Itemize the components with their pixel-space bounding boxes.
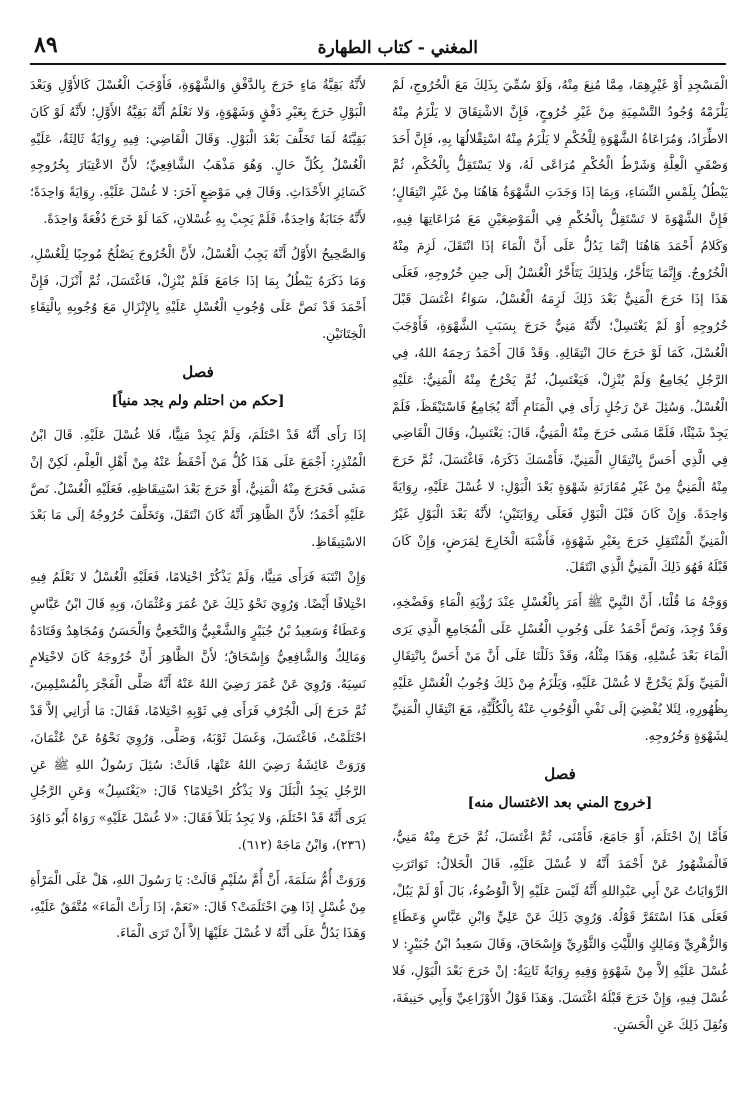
left-column xyxy=(30,72,366,947)
page-number: ٨٩ xyxy=(34,32,58,58)
section-subheading: [خروج المني بعد الاغتسال منه] xyxy=(467,794,653,811)
paragraph: لأَنَّهُ بَقِيَّةُ مَاءٍ خَرَجَ بِالدَّفْقِ وَالشَّهْوَةِ، فَأَوْجَبَ الْغُسْلَ كَالأَوَّلِ وَبَعْدَ الْبَوْلِ خَرَجَ بِغَيْرِ دَفْقٍ وَشَهْوَةٍ، وَلا نَعْلَمُ أَنَّهُ بَقِيَّةُ الأَوَّلِ؛ لأَنَّهُ لَوْ كَانَ بَقِيَّتَهُ لَمَا تَخَلَّفَ بَعْدَ الْبَوْلِ. وَقَالَ الْقَاضِي: فِيهِ رِوَايَةٌ ثَالِثَةٌ، عَلَيْهِ الْغُسْلُ بِكُلِّ حَالٍ. وَهُوَ مَذْهَبُ الشَّافِعِيِّ؛ لأَنَّ الاعْتِبَارَ بِخُرُوجِهِ كَسَائِرِ الأَحْدَاثِ. وَقَالَ فِي مَوْضِعٍ آخَرَ: لا غُسْلَ عَلَيْهِ. رِوَايَةً وَاحِدَةً؛ لأَنَّهُ جَنَابَةٌ وَاحِدَةٌ، فَلَمْ يَجِبْ بِهِ غُسْلانِ، كَمَا لَوْ خَرَجَ دُفْعَةً وَاحِدَةً. xyxy=(30,77,366,226)
section-heading: فصل xyxy=(182,362,214,381)
paragraph: وَوَجْهُ مَا قُلْنَا، أَنَّ النَّبِيَّ ﷺ أَمَرَ بِالْغُسْلِ عِنْدَ رُؤْيَةِ الْمَاءِ وَفَضْخِهِ، وَقَدْ وُجِدَ، وَنَصَّ أَحْمَدُ عَلَى وُجُوبِ الْغُسْلِ عَلَى الْمُجَامِعِ الَّذِي يَرَى الْمَاءَ بَعْدَ غُسْلِهِ، وَهَذَا مِثْلُهُ، وَقَدْ دَلَلْنَا عَلَى أَنَّ مَنْ أَحَسَّ بِانْتِقَالِ الْمَنِيِّ وَلَمْ يَخْرُجْ لا غُسْلَ عَلَيْهِ، وَيَلْزَمُ مِنْ ذَلِكَ وُجُوبُ الْغُسْلِ عَلَيْهِ بِظُهُورِهِ، لِئَلا يُفْضِيَ إلَى نَفْيِ الْوُجُوبِ عَنْهُ بِالْكُلِّيَّةِ، مَعَ انْتِقَالِ الْمَنِيِّ لِشَهْوَةٍ وَخُرُوجِهِ. xyxy=(392,594,728,744)
paragraph: فَأَمَّا إنْ احْتَلَمَ، أَوْ جَامَعَ، فَأَمْنَى، ثُمَّ اغْتَسَلَ، ثُمَّ خَرَجَ مِنْهُ مَنِيٌّ، فَالْمَشْهُورُ عَنْ أَحْمَدَ أَنَّهُ لا غُسْلَ عَلَيْهِ، قَالَ الْخَلالُ: تَوَاتَرَتِ الرِّوَايَاتُ عَنْ أَبِي عَبْدِاللهِ أَنَّهُ لَيْسَ عَلَيْهِ إلاَّ الْوُضُوءُ، بَالَ أَوْ لَمْ يَبُلْ، فَعَلَى هَذَا اسْتَقَرَّ قَوْلُهُ. وَرُوِيَ ذَلِكَ عَنْ عَلِيٍّ وَابْنِ عَبَّاسٍ وَعَطَاءٍ وَالزُّهْرِيِّ وَمَالِكٍ وَاللَّيْثِ وَالثَّوْرِيِّ وَإِسْحَاقَ، وَقَالَ سَعِيدُ ابْنُ جُبَيْرٍ: لا غُسْلَ عَلَيْهِ إلاَّ مِنْ شَهْوَةٍ وَفِيهِ رِوَايَةٌ ثَانِيَةٌ: إنْ خَرَجَ بَعْدَ الْبَوْلِ، فَلا غُسْلَ فِيهِ، وَإِنْ خَرَجَ قَبْلَهُ اغْتَسَلَ. وَهَذَا قَوْلُ الأَوْزَاعِيِّ وَأَبِي حَنِيفَةَ، وَنُقِلَ ذَلِكَ عَنِ الْحَسَنِ. xyxy=(392,828,728,1032)
page-header xyxy=(30,28,726,64)
paragraph: الْمَسْجِدِ أَوْ غَيْرِهِمَا، مِمَّا مُنِعَ مِنْهُ، وَلَوْ سُمِّيَ بِذَلِكَ مَعَ الْخُرُوجِ، لَمْ يَلْزَمْهُ وُجُودُ التَّسْمِيَةِ مِنْ غَيْرِ خُرُوجٍ، فَإِنَّ الاشْتِقَاقَ لا يَلْزَمُ مِنْهُ الاطِّرَادُ، وَمُرَاعَاةُ الشَّهْوَةِ لِلْحُكْمِ لا يَلْزَمُ مِنْهُ اسْتِقْلالُهَا بِهِ، فَإِنَّ أَحَدَ وَصْفَيِ الْعِلَّةِ وَشَرْطُ الْحُكْمِ مُرَاعًى لَهُ، وَلا يَسْتَقِلُّ بِالْحُكْمِ، ثُمَّ يَبْطُلُ بِلَمْسِ النِّسَاءِ، وَبِمَا إذَا وَجَدَتِ الشَّهْوَةُ هَاهُنَا مِنْ غَيْرِ انْتِقَالٍ؛ فَإِنَّ الشَّهْوَةَ لا تَسْتَقِلُّ بِالْحُكْمِ فِي الْمَوْضِعَيْنِ مَعَ مُرَاعَاتِهَا فِيهِ، وَكَلامُ أَحْمَدَ هَاهُنَا إنَّمَا يَدُلُّ عَلَى أَنَّ الْمَاءَ إذَا انْتَقَلَ، لَزِمَ مِنْهُ الْخُرُوجُ. وَإِنَّمَا يَتَأَخَّرُ، وَلِذَلِكَ يَتَأَخَّرُ الْغُسْلُ إلَى حِينِ خُرُوجِهِ، فَعَلَى هَذَا إذَا خَرَجَ الْمَنِيُّ بَعْدَ ذَلِكَ لَزِمَهُ الْغُسْلُ، سَوَاءٌ اغْتَسَلَ قَبْلَ خُرُوجِهِ أَوْ لَمْ يَغْتَسِلْ؛ لأَنَّهُ مَنِيٌّ خَرَجَ بِسَبَبِ الشَّهْوَةِ، فَأَوْجَبَ الْغُسْلَ، كَمَا لَوْ خَرَجَ حَالَ انْتِقَالِهِ. وَقَدْ قَالَ أَحْمَدُ رَحِمَهُ اللهُ، فِي الرَّجُلِ يُجَامِعُ وَلَمْ يُنْزِلْ، فَيَغْتَسِلُ، ثُمَّ يَخْرُجُ مِنْهُ الْمَنِيُّ: عَلَيْهِ الْغُسْلُ. وَسُئِلَ عَنْ رَجُلٍ رَأَى فِي الْمَنَامِ أَنَّهُ يُجَامِعُ فَاسْتَيْقَظَ، فَلَمْ يَجِدْ شَيْئًا، فَلَمَّا مَشَى خَرَجَ مِنْهُ الْمَنِيُّ، قَالَ: يَغْتَسِلُ، وَقَالَ الْقَاضِي فِي الَّذِي أَحَسَّ بِانْتِقَالِ الْمَنِيِّ، فَأَمْسَكَ ذَكَرَهُ، فَاغْتَسَلَ، ثُمَّ خَرَجَ مِنْهُ الْمَنِيُّ مِنْ غَيْرِ مُقَارَنَةِ شَهْوَةٍ بَعْدَ الْبَوْلِ: لا غُسْلَ عَلَيْهِ، رِوَايَةً وَاحِدَةً. وَإِنْ كَانَ قَبْلَ الْبَوْلِ فَعَلَى رِوَايَتَيْنِ؛ لأَنَّهُ بَعْدَ الْبَوْلِ غَيْرُ الْمَنِيِّ الْمُنْتَقِلِ خَرَجَ بِغَيْرِ شَهْوَةٍ، فَأَشْبَهَ الْخَارِجَ لِمَرَضٍ، وَإِنْ كَانَ قَبْلَهُ فَهُوَ ذَلِكَ الْمَنِيُّ الَّذِي انْتَقَلَ. xyxy=(392,77,728,575)
section-heading: فصل xyxy=(544,764,576,783)
paragraph: إذَا رَأَى أَنَّهُ قَدْ احْتَلَمَ، وَلَمْ يَجِدْ مَنِيًّا، فَلا غُسْلَ عَلَيْهِ. قَالَ ابْنُ الْمُنْذِرِ: أَجْمَعَ عَلَى هَذَا كُلُّ مَنْ أَحْفَظُ عَنْهُ مِنْ أَهْلِ الْعِلْمِ، لَكِنْ إنْ مَشَى فَخَرَجَ مِنْهُ الْمَنِيُّ، أَوْ خَرَجَ بَعْدَ اسْتِيقَاظِهِ، فَعَلَيْهِ الْغُسْلُ. نَصَّ عَلَيْهِ أَحْمَدُ؛ لأَنَّ الظَّاهِرَ أَنَّهُ كَانَ انْتَقَلَ، وَتَخَلَّفَ خُرُوجُهُ إلَى مَا بَعْدَ الاسْتِيقَاظِ. xyxy=(30,426,366,550)
right-column xyxy=(392,72,728,1038)
paragraph: وَرَوَتْ أُمُّ سَلَمَةَ، أَنَّ أُمَّ سُلَيْمٍ قَالَتْ: يَا رَسُولَ اللهِ، هَلْ عَلَى الْمَرْأَةِ مِنْ غُسْلٍ إذَا هِيَ احْتَلَمَتْ؟ قَالَ: «نَعَمْ، إذَا رَأَتْ الْمَاءَ» مُتَّفَقٌ عَلَيْهِ، وَهَذَا يَدُلُّ عَلَى أَنَّهُ لا غُسْلَ عَلَيْهَا إلاَّ أَنْ تَرَى الْمَاءَ. xyxy=(30,871,366,941)
paragraph: وَإِنْ انْتَبَهَ فَرَأَى مَنِيًّا، وَلَمْ يَذْكُرْ احْتِلامًا، فَعَلَيْهِ الْغُسْلُ لا نَعْلَمُ فِيهِ اخْتِلافًا أَيْضًا. وَرُوِيَ نَحْوُ ذَلِكَ عَنْ عُمَرَ وَعُثْمَانَ، وَبِهِ قَالَ ابْنُ عَبَّاسٍ وَعَطَاءٌ وَسَعِيدُ بْنُ جُبَيْرٍ وَالشَّعْبِيُّ وَالنَّخَعِيُّ وَالْحَسَنُ وَمُجَاهِدٌ وَقَتَادَةُ وَمَالِكٌ وَالشَّافِعِيُّ وَإِسْحَاقُ؛ لأَنَّ الظَّاهِرَ أَنَّ خُرُوجَهُ كَانَ لاحْتِلامٍ نَسِيَهُ. وَرُوِيَ عَنْ عُمَرَ رَضِيَ اللهُ عَنْهُ أَنَّهُ صَلَّى الْفَجْرَ بِالْمُسْلِمِينَ، ثُمَّ خَرَجَ إلَى الْجُرْفِ فَرَأَى فِي ثَوْبِهِ احْتِلامًا، فَقَالَ: مَا أَرَانِي إلاَّ قَدْ احْتَلَمْتُ، فَاغْتَسَلَ، وَغَسَلَ ثَوْبَهُ، وَصَلَّى. وَرُوِيَ نَحْوُهُ عَنْ عُثْمَانَ، وَرَوَتْ عَائِشَةُ رَضِيَ اللهُ عَنْهَا، قَالَتْ: سُئِلَ رَسُولُ اللهِ ﷺ عَنِ الرَّجُلِ يَجِدُ الْبَلَلَ وَلا يَذْكُرُ احْتِلامًا؟ قَالَ: «يَغْتَسِلُ» وَعَنِ الرَّجُلِ يَرَى أَنَّهُ قَدْ احْتَلَمَ، وَلا يَجِدُ بَلَلاً فَقَالَ: «لا غُسْلَ عَلَيْهِ» رَوَاهُ أَبُو دَاوُدَ (٢٣٦)، وَابْنُ مَاجَهْ (٦١٢). xyxy=(30,568,366,852)
section-subheading: [حكم من احتلم ولم يجد منياً] xyxy=(111,392,285,409)
paragraph: وَالصَّحِيحُ الأَوَّلُ أَنَّهُ يَجِبُ الْغُسْلُ، لأَنَّ الْخُرُوجَ يَصْلُحُ مُوجِبًا لِلْغُسْلِ، وَمَا ذَكَرَهُ يَبْطُلُ بِمَا إذَا جَامَعَ فَلَمْ يُنْزِلْ، فَاغْتَسَلَ، ثُمَّ أَنْزَلَ، فَإِنَّ أَحْمَدَ قَدْ نَصَّ عَلَى وُجُوبِ الْغُسْلِ عَلَيْهِ بِالإِنْزَالِ مَعَ وُجُوبِهِ بِالْتِقَاءِ الْخِتَانَيْنِ. xyxy=(30,245,366,342)
running-title: المغني - كتاب الطهارة xyxy=(317,38,478,58)
header-rule xyxy=(30,63,726,65)
